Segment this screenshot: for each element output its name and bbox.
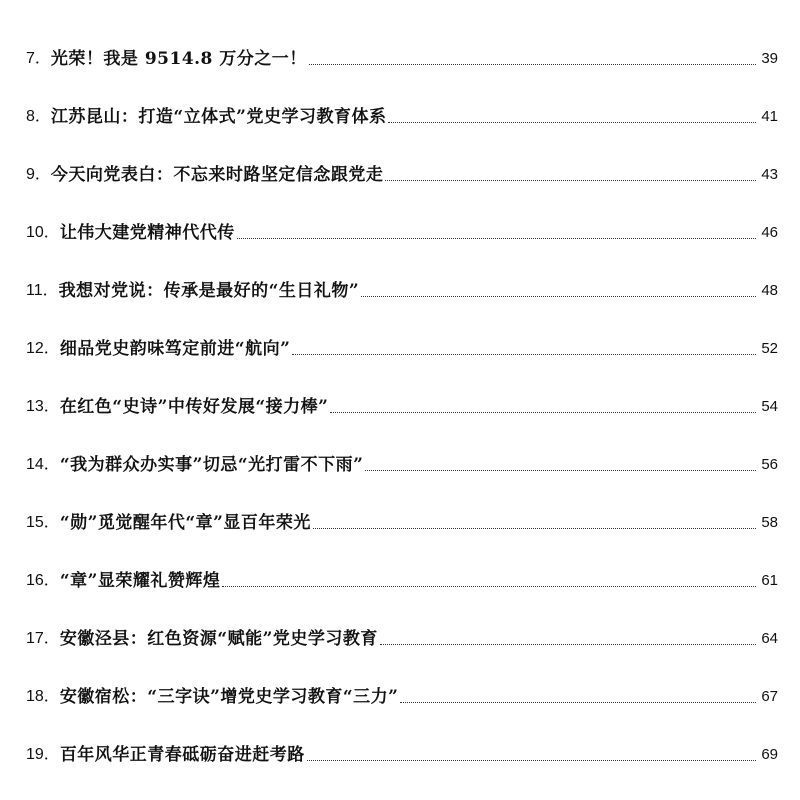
entry-title: 今天向党表白：不忘来时路坚定信念跟党走	[50, 165, 384, 185]
entry-number: 9．	[26, 166, 51, 183]
toc-entry[interactable]	[26, 243, 778, 301]
entry-number: 7．	[26, 50, 51, 67]
entry-number: 13．	[26, 398, 60, 415]
entry-page-number: 43	[761, 166, 778, 183]
entry-title: 让伟大建党精神代代传	[59, 223, 235, 243]
entry-number: 10．	[26, 224, 60, 241]
toc-entry[interactable]	[26, 475, 778, 533]
entry-number: 19．	[26, 746, 60, 763]
dot-leader	[400, 702, 756, 703]
toc-entry[interactable]	[26, 359, 778, 417]
entry-title: 光荣！我是 9514.8 万分之一！	[50, 49, 307, 69]
toc-entry[interactable]	[26, 301, 778, 359]
toc-entry[interactable]	[26, 649, 778, 707]
entry-title: 我想对党说：传承是最好的“生日礼物”	[58, 281, 360, 301]
entry-title: 安徽宿松：“三字诀”增党史学习教育“三力”	[59, 687, 399, 707]
entry-number: 15．	[26, 514, 60, 531]
entry-page-number: 41	[761, 108, 778, 125]
toc-entry[interactable]	[26, 185, 778, 243]
entry-page-number: 64	[761, 630, 778, 647]
dot-leader	[385, 180, 756, 181]
entry-page-number: 48	[761, 282, 778, 299]
entry-number: 14．	[26, 456, 60, 473]
entry-title: 江苏昆山：打造“立体式”党史学习教育体系	[50, 107, 387, 127]
table-of-contents	[26, 33, 778, 765]
entry-number: 17．	[26, 630, 60, 647]
entry-number: 11．	[26, 282, 59, 299]
entry-page-number: 56	[761, 456, 778, 473]
entry-page-number: 67	[761, 688, 778, 705]
entry-page-number: 39	[761, 50, 778, 67]
entry-title: 安徽泾县：红色资源“赋能”党史学习教育	[59, 629, 378, 649]
entry-number: 8．	[26, 108, 51, 125]
toc-entry[interactable]	[26, 707, 778, 765]
dot-leader	[365, 470, 756, 471]
entry-title: “章”显荣耀礼赞辉煌	[59, 571, 221, 591]
entry-page-number: 46	[761, 224, 778, 241]
entry-title: 细品党史韵味笃定前进“航向”	[59, 339, 291, 359]
entry-page-number: 52	[761, 340, 778, 357]
entry-page-number: 54	[761, 398, 778, 415]
dot-leader	[222, 586, 756, 587]
toc-entry[interactable]	[26, 591, 778, 649]
toc-entry[interactable]	[26, 33, 778, 69]
entry-number: 18．	[26, 688, 60, 705]
entry-page-number: 61	[761, 572, 778, 589]
entry-title: “勋”觅觉醒年代“章”显百年荣光	[59, 513, 311, 533]
dot-leader	[309, 64, 756, 65]
dot-leader	[361, 296, 756, 297]
dot-leader	[330, 412, 756, 413]
toc-entry[interactable]	[26, 127, 778, 185]
entry-number: 16．	[26, 572, 60, 589]
dot-leader	[292, 354, 756, 355]
entry-title: 百年风华正青春砥砺奋进赶考路	[59, 745, 305, 765]
toc-entry[interactable]	[26, 533, 778, 591]
entry-number: 12．	[26, 340, 60, 357]
entry-title: 在红色“史诗”中传好发展“接力棒”	[59, 397, 329, 417]
entry-page-number: 58	[761, 514, 778, 531]
toc-entry[interactable]	[26, 69, 778, 127]
entry-page-number: 69	[761, 746, 778, 763]
dot-leader	[237, 238, 756, 239]
entry-title: “我为群众办实事”切忌“光打雷不下雨”	[59, 455, 364, 475]
dot-leader	[307, 760, 756, 761]
dot-leader	[313, 528, 756, 529]
toc-entry[interactable]	[26, 417, 778, 475]
dot-leader	[380, 644, 756, 645]
dot-leader	[388, 122, 756, 123]
